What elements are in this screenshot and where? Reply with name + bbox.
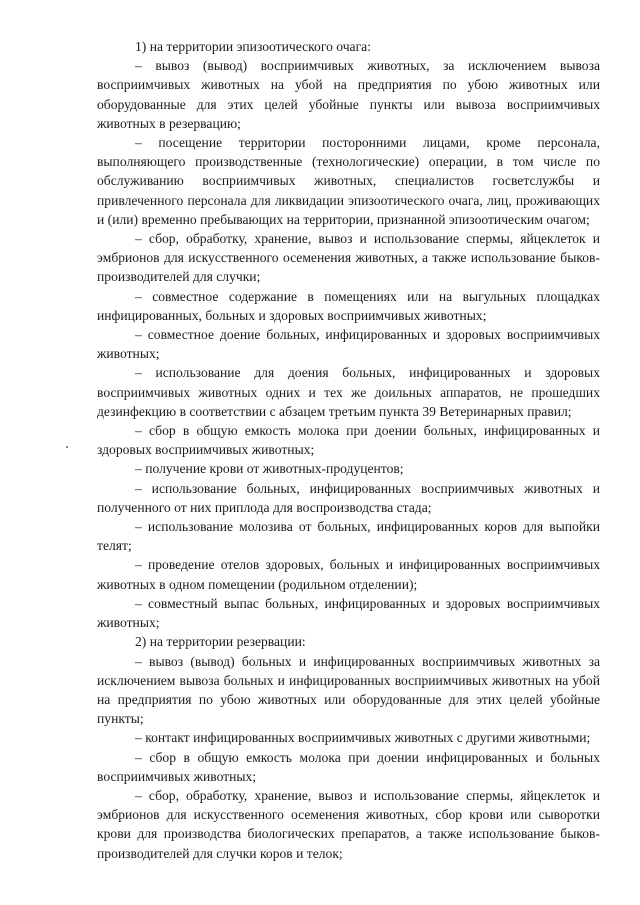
list-item: – вывоз (вывод) восприимчивых животных, за исключением вывоза восприимчивых животных на убой на предприятия по убою животных или оборудованные для этих целей убойные пункты или вывоза восприимчивых животных в резервацию;: [97, 58, 600, 131]
list-item: – посещение территории посторонними лицами, кроме персонала, выполняющего производственные (технологические) операции, в том числе по обслуживанию восприимчивых животных, специалистов госветслужбы и привлеченного персонала для ликвидации эпизоотического очага, лиц, проживающих и (или) временно пребывающих на территории, признанной эпизоотическим очагом;: [97, 135, 600, 227]
list-item: – сбор в общую емкость молока при доении инфицированных и больных восприимчивых животных;: [97, 749, 600, 784]
document-body: [97, 37, 600, 863]
section-heading-1: 1) на территории эпизоотического очага:: [135, 39, 371, 54]
list-item: – совместное содержание в помещениях или на выгульных площадках инфицированных, больных и здоровых восприимчивых животных;: [97, 288, 600, 323]
list-item: – контакт инфицированных восприимчивых животных с другими животными;: [135, 730, 591, 746]
list-item: – использование для доения больных, инфицированных и здоровых восприимчивых животных одних и тех же доильных аппаратов, не прошедших дезинфекцию в соответствии с абзацем третьим пункта 39 Ветеринарных правил;: [97, 365, 600, 419]
list-item: – сбор в общую емкость молока при доении больных, инфицированных и здоровых восприимчивых животных;: [97, 423, 600, 458]
list-item: – вывоз (вывод) больных и инфицированных восприимчивых животных за исключением вывоза больных и инфицированных восприимчивых животных на убой на предприятия по убою животных или оборудованные для этих целей убойные пункты;: [97, 653, 600, 727]
list-item: – использование больных, инфицированных восприимчивых животных и полученного от них приплода для воспроизводства стада;: [97, 480, 600, 515]
list-item: – сбор, обработку, хранение, вывоз и использование спермы, яйцеклеток и эмбрионов для искусственного осеменения животных, сбор крови или сыворотки крови для производства биологических препаратов, а также использование быков-производителей для случки коров и телок;: [97, 787, 600, 861]
list-item: – сбор, обработку, хранение, вывоз и использование спермы, яйцеклеток и эмбрионов для искусственного осеменения животных, а также использование быков-производителей для случки;: [97, 231, 600, 285]
list-item: – получение крови от животных-продуцентов;: [135, 461, 404, 477]
scan-speck: [66, 446, 68, 448]
list-item: – совместный выпас больных, инфицированных и здоровых восприимчивых животных;: [97, 595, 600, 631]
list-item: – совместное доение больных, инфицированных и здоровых восприимчивых животных;: [97, 327, 600, 362]
list-item: – использование молозива от больных, инфицированных коров для выпойки телят;: [97, 519, 600, 554]
list-item: – проведение отелов здоровых, больных и инфицированных восприимчивых животных в одном помещении (родильном отделении);: [97, 557, 600, 592]
section-heading-2: 2) на территории резервации:: [135, 634, 306, 650]
